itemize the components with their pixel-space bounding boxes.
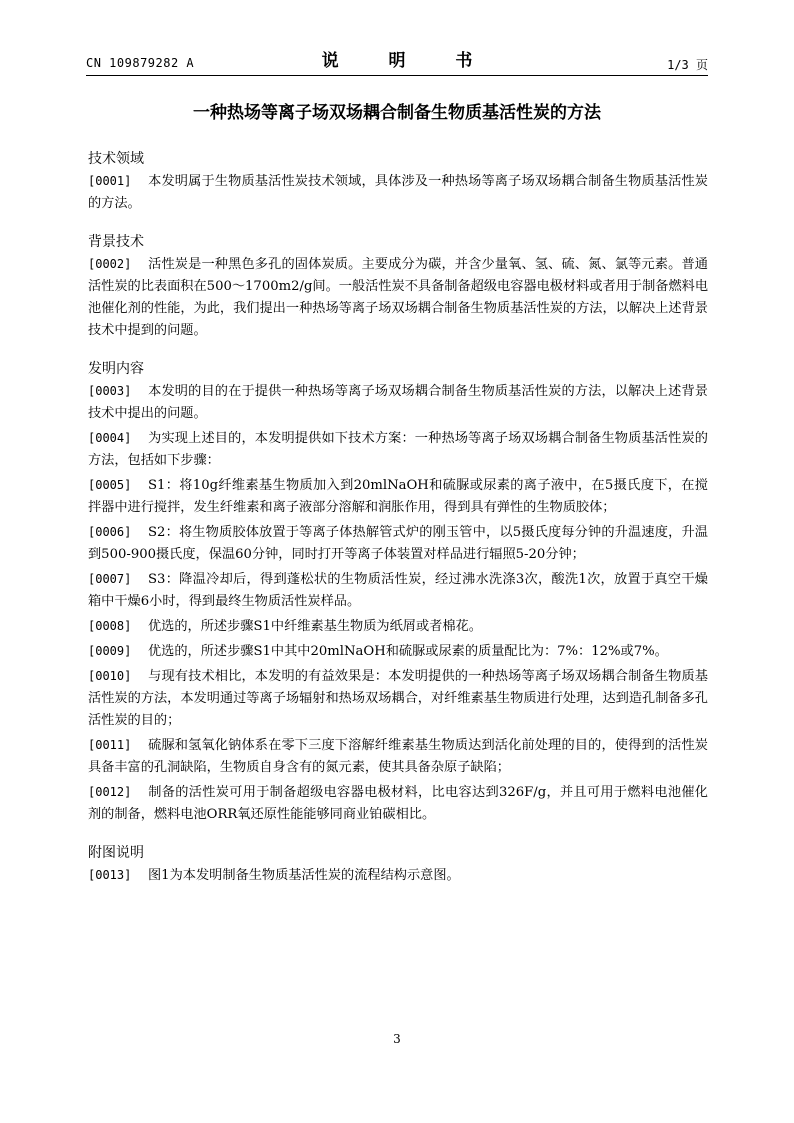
paragraph-number: [0010]	[88, 669, 132, 683]
section	[88, 358, 708, 826]
paragraph	[88, 474, 708, 519]
paragraph-number: [0011]	[88, 738, 132, 752]
paragraph-text: 图1为本发明制备生物质基活性炭的流程结构示意图。	[148, 868, 460, 883]
paragraph-number: [0006]	[88, 525, 132, 539]
document-number: CN 109879282 A	[86, 56, 195, 70]
paragraph	[88, 734, 708, 779]
paragraph-text: 本发明的目的在于提供一种热场等离子场双场耦合制备生物质基活性炭的方法，以解决上述背景技术中提出的问题。	[88, 384, 708, 421]
paragraph-number: [0005]	[88, 478, 132, 492]
paragraph	[88, 615, 708, 638]
document-title: 一种热场等离子场双场耦合制备生物质基活性炭的方法	[193, 103, 601, 123]
paragraph-text: 本发明属于生物质基活性炭技术领域，具体涉及一种热场等离子场双场耦合制备生物质基活性炭的方法。	[88, 174, 708, 211]
paragraph	[88, 427, 708, 472]
section	[88, 148, 708, 215]
paragraph-text: S2：将生物质胶体放置于等离子体热解管式炉的刚玉管中，以5摄氏度每分钟的升温速度，升温到500-900摄氏度，保温60分钟，同时打开等离子体装置对样品进行辐照5-20分钟；	[88, 525, 708, 562]
paragraph-number: [0003]	[88, 384, 132, 398]
paragraph-number: [0012]	[88, 785, 132, 799]
paragraph	[88, 521, 708, 566]
paragraph-text: 硫脲和氢氧化钠体系在零下三度下溶解纤维素基生物质达到活化前处理的目的，使得到的活性炭具备丰富的孔洞缺陷，生物质自身含有的氮元素，使其具备杂原子缺陷；	[88, 738, 708, 775]
paragraph-number: [0007]	[88, 572, 132, 586]
header-divider	[86, 75, 708, 76]
paragraph	[88, 170, 708, 215]
section-heading: 附图说明	[88, 845, 144, 861]
paragraph-text: 优选的，所述步骤S1中其中20mlNaOH和硫脲或尿素的质量配比为：7%：12%或7%。	[148, 644, 668, 659]
section	[88, 231, 708, 342]
page-indicator: 1/3 页	[667, 58, 708, 72]
section-heading: 背景技术	[88, 234, 144, 250]
paragraph	[88, 253, 708, 342]
paragraph-text: 为实现上述目的，本发明提供如下技术方案：一种热场等离子场双场耦合制备生物质基活性炭的方法，包括如下步骤：	[88, 431, 708, 468]
page-header	[86, 46, 708, 74]
paragraph	[88, 781, 708, 826]
paragraph	[88, 665, 708, 732]
page-number: 3	[393, 1032, 401, 1046]
paragraph-text: S3：降温冷却后，得到蓬松状的生物质活性炭，经过沸水洗涤3次，酸洗1次，放置于真空干燥箱中干燥6小时，得到最终生物质活性炭样品。	[88, 572, 708, 609]
document-body	[88, 148, 708, 903]
paragraph-text: 制备的活性炭可用于制备超级电容器电极材料，比电容达到326F/g，并且可用于燃料电池催化剂的制备，燃料电池ORR氧还原性能能够同商业铂碳相比。	[88, 785, 708, 822]
paragraph	[88, 380, 708, 425]
paragraph-number: [0001]	[88, 174, 132, 188]
paragraph	[88, 864, 708, 887]
paragraph-text: 与现有技术相比，本发明的有益效果是：本发明提供的一种热场等离子场双场耦合制备生物质基活性炭的方法，本发明通过等离子场辐射和热场双场耦合，对纤维素基生物质进行处理，达到造孔制备多孔活性炭的目的；	[88, 669, 708, 728]
paragraph-number: [0008]	[88, 619, 132, 633]
paragraph	[88, 568, 708, 613]
paragraph-number: [0013]	[88, 868, 132, 882]
paragraph-text: S1：将10g纤维素基生物质加入到20mlNaOH和硫脲或尿素的离子液中，在5摄氏度下，在搅拌器中进行搅拌，发生纤维素和离子液部分溶解和润胀作用，得到具有弹性的生物质胶体；	[88, 478, 708, 515]
paragraph-text: 活性炭是一种黑色多孔的固体炭质。主要成分为碳，并含少量氧、氢、硫、氮、氯等元素。普通活性炭的比表面积在500～1700m2/g间。一般活性炭不具备制备超级电容器电极材料或者用于制备燃料电池催化剂的性能，为此，我们提出一种热场等离子场双场耦合制备生物质基活性炭的方法，以解决上述背景技术中提到的问题。	[88, 257, 709, 338]
section	[88, 842, 708, 887]
paragraph-number: [0009]	[88, 644, 132, 658]
section-heading: 发明内容	[88, 361, 144, 377]
paragraph-number: [0004]	[88, 431, 132, 445]
paragraph-number: [0002]	[88, 257, 132, 271]
document-type: 说 明 书	[321, 51, 495, 71]
paragraph-text: 优选的，所述步骤S1中纤维素基生物质为纸屑或者棉花。	[148, 619, 482, 634]
section-heading: 技术领域	[88, 151, 144, 167]
paragraph	[88, 640, 708, 663]
